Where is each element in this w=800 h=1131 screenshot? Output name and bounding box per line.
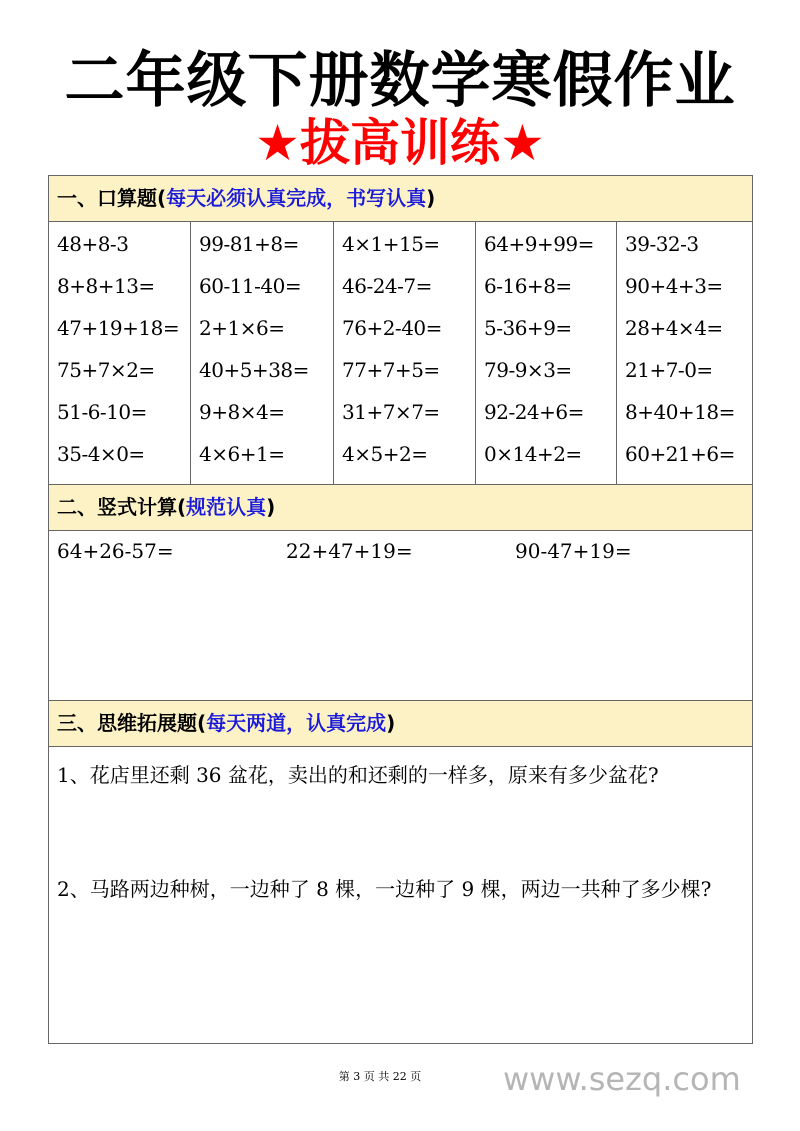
problem: 8+40+18= [625, 400, 735, 424]
problem: 64+26-57= [57, 539, 174, 563]
thinking-section [48, 700, 753, 1044]
problem: 99-81+8= [199, 232, 299, 256]
problem: 92-24+6= [484, 400, 584, 424]
problem: 64+9+99= [484, 232, 594, 256]
section-header [49, 701, 752, 747]
problem-column [191, 222, 334, 486]
paren: ) [426, 186, 436, 210]
problem: 4×1+15= [342, 232, 440, 256]
problem: 90-47+19= [515, 539, 632, 563]
problem: 79-9×3= [484, 358, 572, 382]
section-note: 每天必须认真完成，书写认真 [166, 186, 427, 210]
problem: 40+5+38= [199, 358, 309, 382]
problem: 21+7-0= [625, 358, 713, 382]
mental-math-section [48, 175, 753, 485]
problem: 6-16+8= [484, 274, 572, 298]
problem: 31+7×7= [342, 400, 440, 424]
problem-column [49, 222, 191, 486]
problem: 46-24-7= [342, 274, 432, 298]
section-header [49, 176, 752, 222]
section-note: 每天两道，认真完成 [206, 711, 387, 735]
word-problem: 2、马路两边种树，一边种了 8 棵，一边种了 9 棵，两边一共种了多少棵? [57, 877, 712, 901]
problem: 76+2-40= [342, 316, 442, 340]
word-problem: 1、花店里还剩 36 盆花，卖出的和还剩的一样多，原来有多少盆花? [57, 763, 659, 787]
problem: 9+8×4= [199, 400, 285, 424]
problem: 4×6+1= [199, 442, 285, 466]
page-subtitle: ★拔高训练★ [255, 114, 545, 172]
problem: 48+8-3 [57, 232, 129, 256]
problem: 47+19+18= [57, 316, 180, 340]
paren: ) [266, 495, 276, 519]
problem: 75+7×2= [57, 358, 155, 382]
section-header [49, 485, 752, 531]
problem: 2+1×6= [199, 316, 285, 340]
page-title: 二年级下册数学寒假作业 [64, 46, 736, 116]
problem: 90+4+3= [625, 274, 723, 298]
problem: 28+4×4= [625, 316, 723, 340]
section-title: 三、思维拓展题( [57, 711, 207, 735]
problem: 22+47+19= [286, 539, 413, 563]
problem: 39-32-3 [625, 232, 699, 256]
problem: 51-6-10= [57, 400, 147, 424]
problem: 77+7+5= [342, 358, 440, 382]
paren: ) [386, 711, 396, 735]
problem-column [617, 222, 752, 486]
vertical-calc-section [48, 484, 753, 701]
section-title: 一、口算题( [57, 186, 167, 210]
problem: 35-4×0= [57, 442, 145, 466]
problem: 5-36+9= [484, 316, 572, 340]
section-title: 二、竖式计算( [57, 495, 187, 519]
problem: 60+21+6= [625, 442, 735, 466]
problem: 8+8+13= [57, 274, 155, 298]
problem: 60-11-40= [199, 274, 302, 298]
problem-column [476, 222, 617, 486]
problem-grid [49, 222, 752, 486]
page-number: 第 3 页 共 22 页 [338, 1070, 422, 1083]
problem: 0×14+2= [484, 442, 582, 466]
section-note: 规范认真 [186, 495, 267, 519]
problem: 4×5+2= [342, 442, 428, 466]
problem-row [49, 531, 752, 563]
problem-column [334, 222, 476, 486]
watermark: www.sezq.com [503, 1060, 741, 1098]
